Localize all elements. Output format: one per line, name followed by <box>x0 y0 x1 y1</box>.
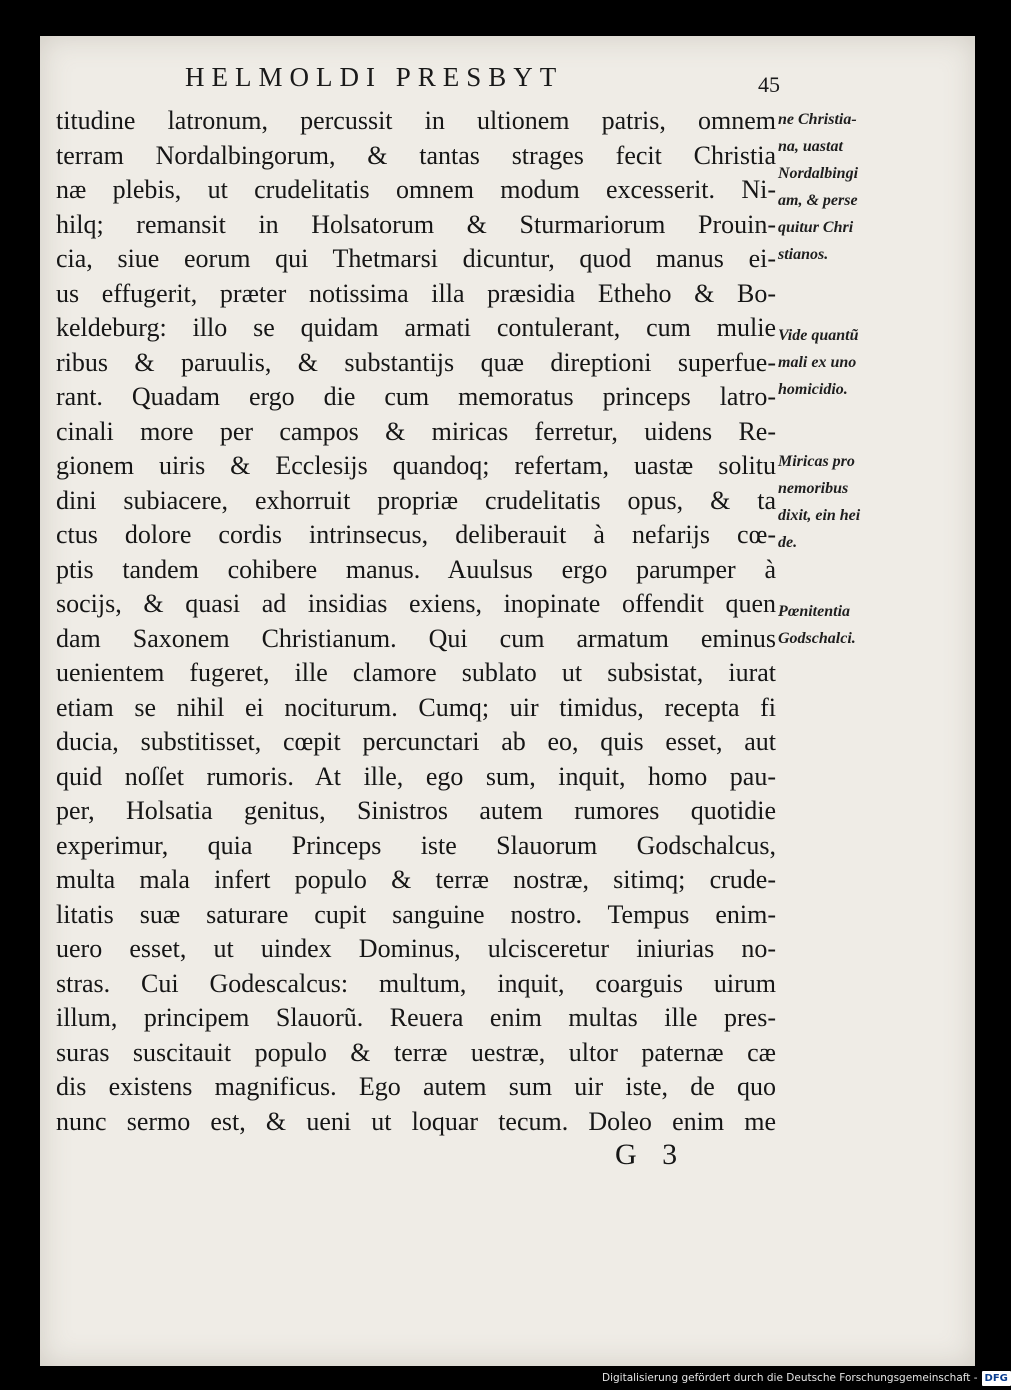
funding-notice: Digitalisierung gefördert durch die Deutsche Forschungsgemeinschaft - <box>602 1372 978 1384</box>
text-line: gionem uiris & Ecclesijs quandoq; refertam, uastæ solitu <box>56 451 776 480</box>
marginal-note-line: na, uastat <box>778 138 843 155</box>
marginal-note-line: quitur Chri <box>778 219 854 236</box>
text-line: us effugerit, præter notissima illa præsidia Etheho & Bo- <box>56 278 776 308</box>
text-line: ctus dolore cordis intrinsecus, deliberauit à nefarijs cœ- <box>56 520 776 549</box>
marginal-note <box>778 106 918 268</box>
text-line: dam Saxonem Christianum. Qui cum armatum eminus <box>56 623 776 653</box>
text-line: titudine latronum, percussit in ultionem patris, omnem <box>56 106 776 135</box>
text-line: socijs, & quasi ad insidias exiens, inopinate offendit quen <box>56 589 776 618</box>
text-line: ducia, substitisset, cœpit percunctari ab eo, quis esset, aut <box>56 727 776 756</box>
marginal-note <box>778 598 918 652</box>
text-line: ptis tandem cohibere manus. Auulsus ergo parumper à <box>56 554 776 584</box>
marginal-note-line: stianos. <box>778 246 829 263</box>
text-line: uero esset, ut uindex Dominus, ulcisceretur iniurias no- <box>56 934 776 963</box>
text-line: quid noſſet rumoris. At ille, ego sum, inquit, homo pau- <box>56 761 776 791</box>
page-number: 45 <box>758 72 780 97</box>
text-line: terram Nordalbingorum, & tantas strages fecit Christia <box>56 140 776 170</box>
text-line: litatis suæ saturare cupit sanguine nostro. Tempus enim- <box>56 899 776 929</box>
footer <box>602 1369 1011 1387</box>
text-line: experimur, quia Princeps iste Slauorum Godschalcus, <box>56 830 776 860</box>
marginal-note <box>778 448 918 556</box>
text-line: nunc sermo est, & ueni ut loquar tecum. Doleo enim me <box>56 1106 776 1136</box>
marginal-note-line: Nordalbingi <box>778 165 859 182</box>
running-head: HELMOLDI PRESBYT <box>185 62 564 92</box>
marginal-note-line: dixit, ein hei <box>778 507 861 524</box>
text-line: cia, siue eorum qui Thetmarsi dicuntur, quod manus ei- <box>56 244 776 273</box>
text-line: illum, principem Slauorũ. Reuera enim multas ille pres- <box>56 1003 776 1032</box>
text-line: per, Holsatia genitus, Sinistros autem rumores quotidie <box>56 796 776 825</box>
text-line: stras. Cui Godescalcus: multum, inquit, coarguis uirum <box>56 968 776 998</box>
marginal-note <box>778 322 918 403</box>
marginal-note-line: homicidio. <box>778 381 848 398</box>
text-line: multa mala infert populo & terræ nostræ, sitimq; crude- <box>56 865 776 894</box>
dfg-logo-icon: DFG <box>982 1371 1011 1386</box>
marginal-note-line: Godschalci. <box>778 630 856 647</box>
text-line: uenientem fugeret, ille clamore sublato ut subsistat, iurat <box>56 658 776 687</box>
text-line: rant. Quadam ergo die cum memoratus princeps latro- <box>56 382 776 411</box>
marginal-note-line: nemoribus <box>778 480 849 497</box>
marginal-note-line: Vide quantũ <box>778 327 859 344</box>
text-line: hilq; remansit in Holsatorum & Sturmariorum Prouin- <box>56 209 776 239</box>
text-line: dini subiacere, exhorruit propriæ crudelitatis opus, & ta <box>56 485 776 515</box>
marginal-note-line: mali ex uno <box>778 354 857 371</box>
marginal-note-line: am, & perse <box>778 192 858 209</box>
signature-mark: G 3 <box>615 1138 678 1171</box>
marginal-note-line: Pœnitentia <box>778 603 851 620</box>
marginal-note-line: Miricas pro <box>778 453 855 470</box>
text-line: suras suscitauit populo & terræ uestræ, ultor paternæ cæ <box>56 1037 776 1067</box>
text-line: cinali more per campos & miricas ferretur, uidens Re- <box>56 416 776 446</box>
body-text <box>56 104 776 1139</box>
text-line: ribus & paruulis, & substantijs quæ direptioni superfue- <box>56 347 776 377</box>
marginal-note-line: de. <box>778 534 798 551</box>
text-line: etiam se nihil ei nociturum. Cumq; uir timidus, recepta fi <box>56 692 776 722</box>
marginal-note-line: ne Christia- <box>778 111 857 128</box>
text-line: næ plebis, ut crudelitatis omnem modum excesserit. Ni- <box>56 175 776 204</box>
text-line: keldeburg: illo se quidam armati contulerant, cum mulie <box>56 313 776 342</box>
text-line: dis existens magnificus. Ego autem sum uir iste, de quo <box>56 1072 776 1101</box>
